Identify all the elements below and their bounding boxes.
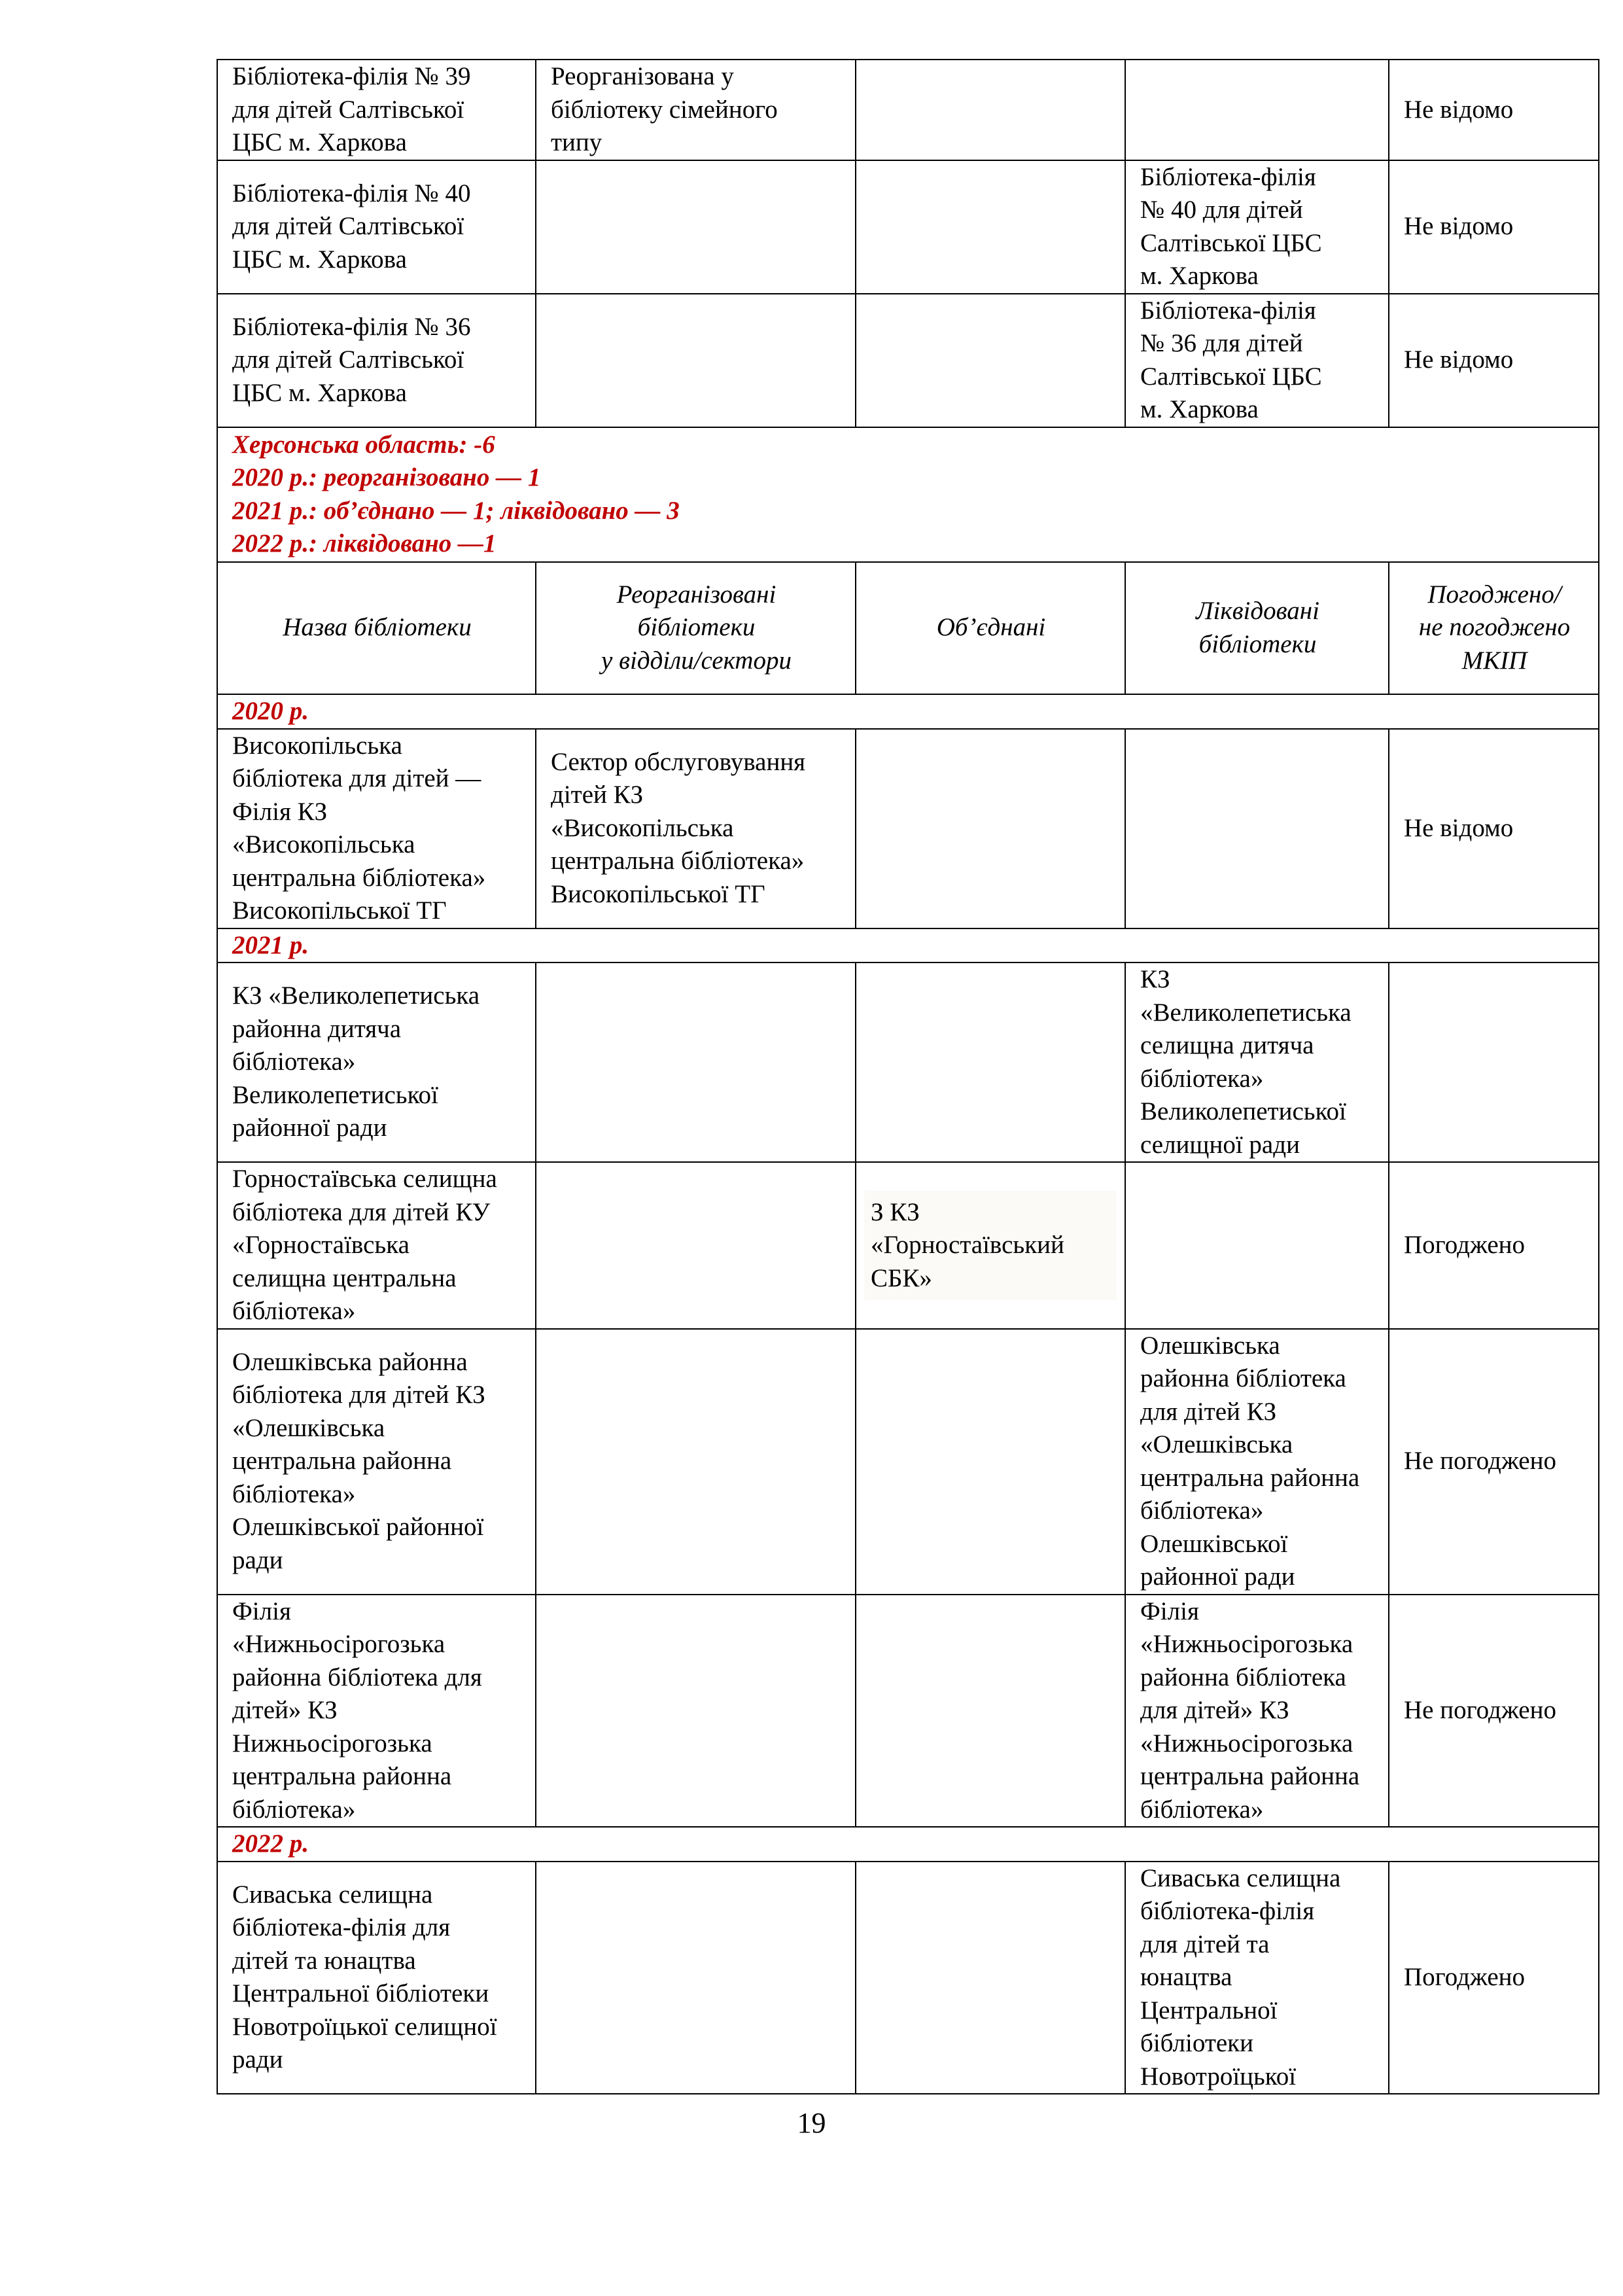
- cell-reorganized: [536, 1329, 856, 1595]
- cell-status: Не відомо: [1389, 160, 1599, 294]
- header-reorganized: Реорганізовані бібліотеки у відділи/сектори: [536, 562, 856, 694]
- cell-reorganized: [536, 1162, 856, 1329]
- region-summary: [217, 427, 1599, 562]
- cell-reorganized: Реорганізована у бібліотеку сімейного типу: [536, 60, 856, 160]
- region-title: Херсонська область: -6: [232, 430, 495, 459]
- cell-merged: [856, 963, 1125, 1162]
- cell-reorganized: [536, 1862, 856, 2094]
- cell-library-name: Бібліотека-філія № 36 для дітей Салтівської ЦБС м. Харкова: [217, 294, 536, 427]
- cell-liquidated: Сиваська селищна бібліотека-філія для дітей та юнацтва Центральної бібліотеки Новотроїцької: [1125, 1862, 1389, 2094]
- cell-merged: [856, 60, 1125, 160]
- table-row: [217, 60, 1599, 160]
- region-line: 2020 р.: реорганізовано — 1: [232, 463, 541, 491]
- cell-merged: [856, 160, 1125, 294]
- cell-library-name: КЗ «Великолепетиська районна дитяча бібліотека» Великолепетиської районної ради: [217, 963, 536, 1162]
- header-liquidated: Ліквідовані бібліотеки: [1125, 562, 1389, 694]
- merged-text: З КЗ «Горностаївський СБК»: [864, 1191, 1117, 1301]
- cell-library-name: Сиваська селищна бібліотека-філія для дітей та юнацтва Центральної бібліотеки Новотроїцької селищної ради: [217, 1862, 536, 2094]
- cell-reorganized: [536, 1595, 856, 1828]
- cell-liquidated: Бібліотека-філія № 36 для дітей Салтівської ЦБС м. Харкова: [1125, 294, 1389, 427]
- cell-liquidated: КЗ «Великолепетиська селищна дитяча бібліотека» Великолепетиської селищної ради: [1125, 963, 1389, 1162]
- cell-status: [1389, 963, 1599, 1162]
- cell-liquidated: [1125, 1162, 1389, 1329]
- cell-library-name: Високопільська бібліотека для дітей — Філія КЗ «Високопільська центральна бібліотека» Високопільської ТГ: [217, 729, 536, 928]
- table-row: [217, 1162, 1599, 1329]
- cell-reorganized: [536, 963, 856, 1162]
- year-row: [217, 694, 1599, 729]
- region-line: 2022 р.: ліквідовано —1: [232, 529, 497, 557]
- table-row: [217, 1862, 1599, 2094]
- cell-merged: [856, 1595, 1125, 1828]
- year-label-2022: 2022 р.: [217, 1827, 1599, 1862]
- cell-library-name: Олешківська районна бібліотека для дітей КЗ «Олешківська центральна районна бібліотека» Олешківської районної ради: [217, 1329, 536, 1595]
- cell-library-name: Бібліотека-філія № 39 для дітей Салтівської ЦБС м. Харкова: [217, 60, 536, 160]
- cell-liquidated: Бібліотека-філія № 40 для дітей Салтівської ЦБС м. Харкова: [1125, 160, 1389, 294]
- cell-status: Не відомо: [1389, 294, 1599, 427]
- cell-status: Не погоджено: [1389, 1595, 1599, 1828]
- cell-status: Не відомо: [1389, 729, 1599, 928]
- cell-liquidated: Олешківська районна бібліотека для дітей КЗ «Олешківська центральна районна бібліотека» Олешківської районної ради: [1125, 1329, 1389, 1595]
- cell-status: Погоджено: [1389, 1862, 1599, 2094]
- cell-liquidated: Філія «Нижньосірогозька районна бібліотека для дітей» КЗ «Нижньосірогозька центральна районна бібліотека»: [1125, 1595, 1389, 1828]
- table-header-row: [217, 562, 1599, 694]
- header-library-name: Назва бібліотеки: [217, 562, 536, 694]
- cell-merged: [856, 1162, 1125, 1329]
- table-row: [217, 729, 1599, 928]
- year-label-2020: 2020 р.: [217, 694, 1599, 729]
- cell-status: Погоджено: [1389, 1162, 1599, 1329]
- table-row: [217, 294, 1599, 427]
- table-row: [217, 160, 1599, 294]
- region-line: 2021 р.: об’єднано — 1; ліквідовано — 3: [232, 496, 680, 525]
- year-label-2021: 2021 р.: [217, 928, 1599, 963]
- table-row: [217, 1595, 1599, 1828]
- cell-library-name: Бібліотека-філія № 40 для дітей Салтівської ЦБС м. Харкова: [217, 160, 536, 294]
- cell-merged: [856, 294, 1125, 427]
- cell-merged: [856, 1329, 1125, 1595]
- cell-reorganized: Сектор обслуговування дітей КЗ «Високопільська центральна бібліотека» Високопільської ТГ: [536, 729, 856, 928]
- cell-liquidated: [1125, 60, 1389, 160]
- header-status: Погоджено/ не погоджено МКІП: [1389, 562, 1599, 694]
- table-row: [217, 1329, 1599, 1595]
- cell-merged: [856, 1862, 1125, 2094]
- region-summary-row: [217, 427, 1599, 562]
- header-merged: Об’єднані: [856, 562, 1125, 694]
- year-row: [217, 928, 1599, 963]
- cell-library-name: Філія «Нижньосірогозька районна бібліотека для дітей» КЗ Нижньосірогозька центральна районна бібліотека»: [217, 1595, 536, 1828]
- page-number: 19: [797, 2107, 826, 2139]
- year-row: [217, 1827, 1599, 1862]
- table-row: [217, 963, 1599, 1162]
- cell-status: Не погоджено: [1389, 1329, 1599, 1595]
- cell-merged: [856, 729, 1125, 928]
- cell-reorganized: [536, 160, 856, 294]
- cell-liquidated: [1125, 729, 1389, 928]
- libraries-table: [217, 59, 1599, 2094]
- cell-reorganized: [536, 294, 856, 427]
- cell-library-name: Горностаївська селищна бібліотека для дітей КУ «Горностаївська селищна центральна бібліотека»: [217, 1162, 536, 1329]
- cell-status: Не відомо: [1389, 60, 1599, 160]
